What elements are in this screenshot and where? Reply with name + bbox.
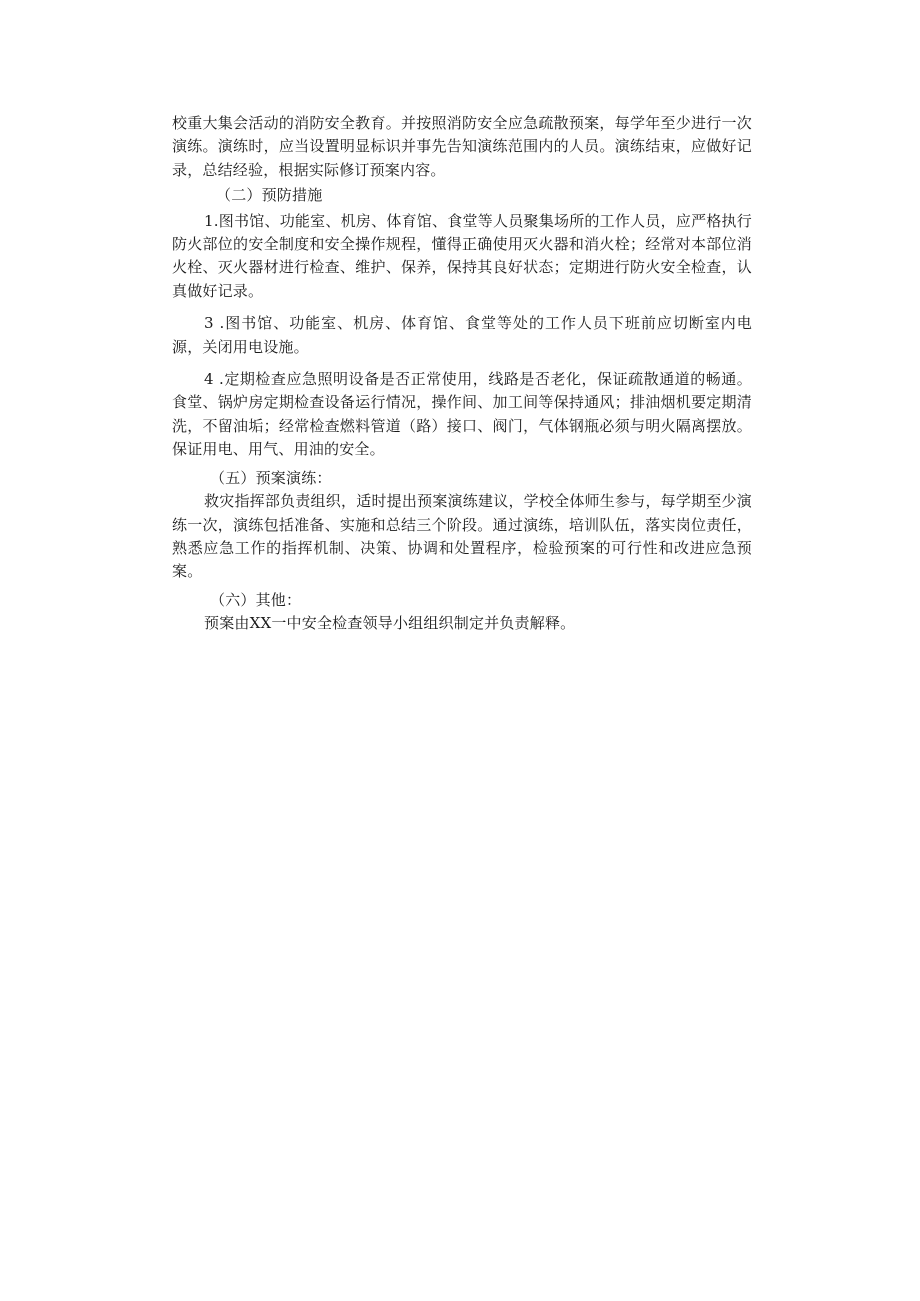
prevention-heading: （二）预防措施: [216, 186, 323, 205]
document-page: [172, 112, 752, 636]
other-body-paragraph: 预案由XX一中安全检查领导小组组织制定并负责解释。: [204, 614, 576, 633]
prevention-item-3: 3 .图书馆、功能室、机房、体育馆、食堂等处的工作人员下班前应切断室内电源，关闭用电设施。: [172, 314, 752, 356]
drill-body-paragraph: 救灾指挥部负责组织，适时提出预案演练建议，学校全体师生参与，每学期至少演练一次，演练包括准备、实施和总结三个阶段。通过演练，培训队伍，落实岗位责任，熟悉应急工作的指挥机制、决策、协调和处置程序，检验预案的可行性和改进应急预案。: [172, 492, 752, 581]
prevention-item-4: 4 .定期检查应急照明设备是否正常使用，线路是否老化，保证疏散通道的畅通。食堂、锅炉房定期检查设备运行情况，操作间、加工间等保持通风；排油烟机要定期清洗，不留油垢；经常检查燃料管道（路）接口、阀门，气体钢瓶必须与明火隔离摆放。保证用电、用气、用油的安全。: [172, 370, 752, 459]
drill-continuation-paragraph: 校重大集会活动的消防安全教育。并按照消防安全应急疏散预案，每学年至少进行一次演练。演练时，应当设置明显标识并事先告知演练范围内的人员。演练结束，应做好记录，总结经验，根据实际修订预案内容。: [172, 114, 752, 179]
other-heading: （六）其他：: [210, 590, 302, 609]
prevention-item-1: 1.图书馆、功能室、机房、体育馆、食堂等人员聚集场所的工作人员，应严格执行防火部位的安全制度和安全操作规程，懂得正确使用灭火器和消火栓；经常对本部位消火栓、灭火器材进行检查、维护、保养，保持其良好状态；定期进行防火安全检查，认真做好记录。: [172, 211, 752, 300]
drill-heading: （五）预案演练：: [210, 468, 332, 487]
